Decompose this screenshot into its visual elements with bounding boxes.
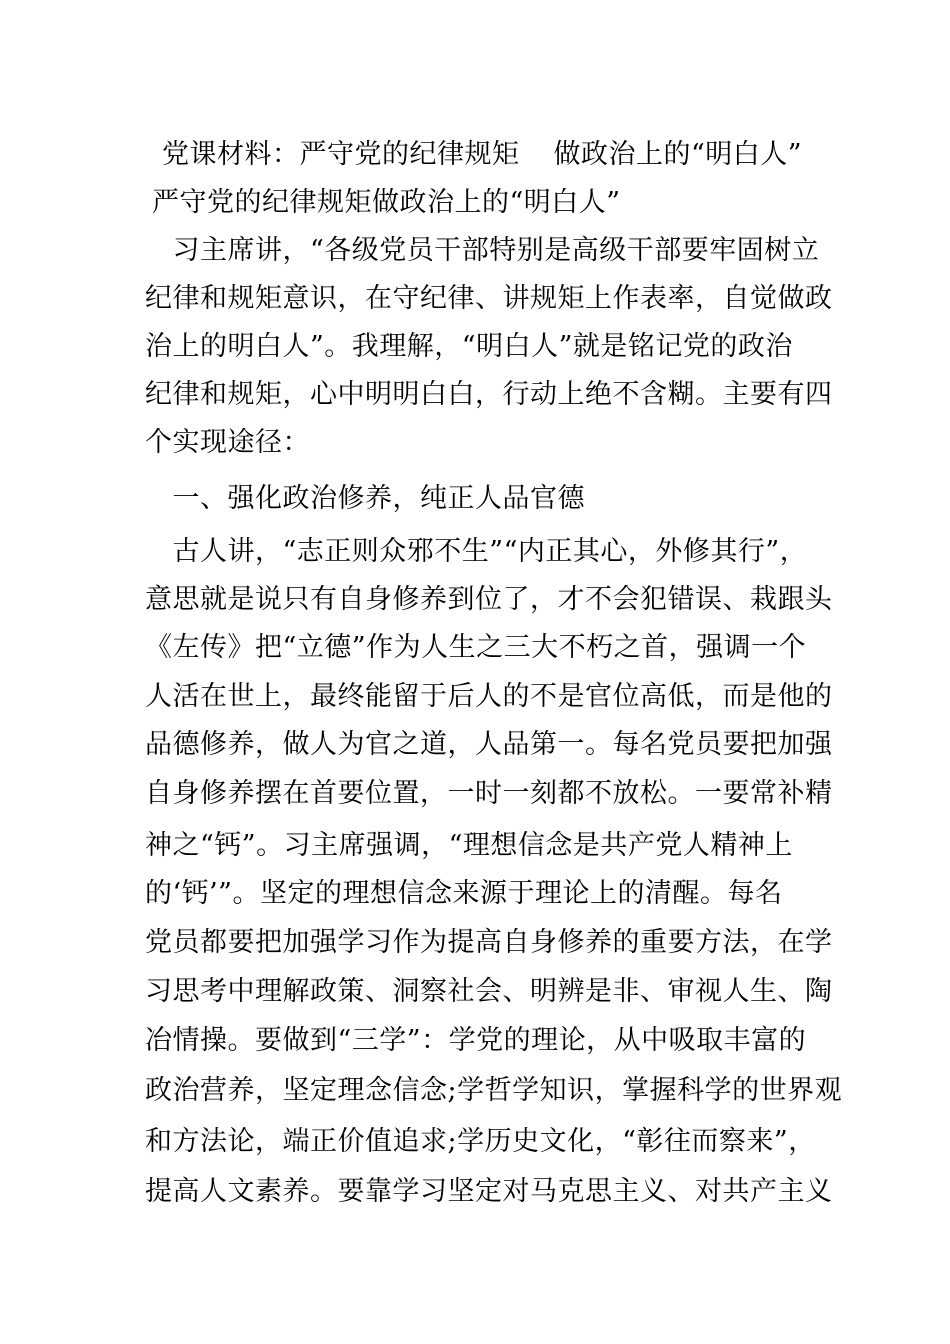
body-line: 人活在世上，最终能留于后人的不是官位高低，而是他的 (145, 681, 833, 712)
title-part-2: 做政治上的“明白人” (553, 139, 803, 170)
body-line: 古人讲，“志正则众邪不生”“内正其心，外修其行”， (145, 536, 808, 567)
title-part-1: 党课材料：严守党的纪律规矩 (162, 139, 520, 170)
body-line: 纪律和规矩，心中明明白白，行动上绝不含糊。主要有四 (145, 379, 833, 410)
document-title (162, 138, 802, 172)
body-line: 习思考中理解政策、洞察社会、明辨是非、审视人生、陶 (145, 976, 833, 1007)
body-line: 和方法论，端正价值追求;学历史文化，“彰往而察来”， (145, 1126, 816, 1157)
body-line: 意思就是说只有自身修养到位了，才不会犯错误、栽跟头 (145, 584, 833, 615)
body-line: 品德修养，做人为官之道，人品第一。每名党员要把加强 (145, 729, 833, 760)
section-heading: 一、强化政治修养，纯正人品官德 (145, 483, 585, 514)
document-subtitle: 严守党的纪律规矩做政治上的“明白人” (152, 187, 621, 218)
body-line: 纪律和规矩意识，在守纪律、讲规矩上作表率，自觉做政 (145, 283, 833, 314)
body-line: 习主席讲，“各级党员干部特别是高级干部要牢固树立 (145, 235, 820, 266)
body-line: 冶情操。要做到“三学”：学党的理论，从中吸取丰富的 (145, 1025, 807, 1056)
body-line: 党员都要把加强学习作为提高自身修养的重要方法，在学 (145, 927, 833, 958)
body-line: 的‘钙’”。坚定的理想信念来源于理论上的清醒。每名 (145, 878, 783, 909)
body-line: 《左传》把“立德”作为人生之三大不朽之首，强调一个 (145, 632, 807, 663)
body-line: 治上的明白人”。我理解，“明白人”就是铭记党的政治 (145, 331, 793, 362)
body-line: 政治营养，坚定理念信念;学哲学知识，掌握科学的世界观 (145, 1075, 843, 1106)
body-line: 自身修养摆在首要位置，一时一刻都不放松。一要常补精 (145, 778, 833, 809)
body-line: 个实现途径： (145, 427, 310, 458)
body-line: 提高人文素养。要靠学习坚定对马克思主义、对共产主义 (145, 1176, 833, 1207)
body-line: 神之“钙”。习主席强调，“理想信念是共产党人精神上 (145, 830, 793, 861)
